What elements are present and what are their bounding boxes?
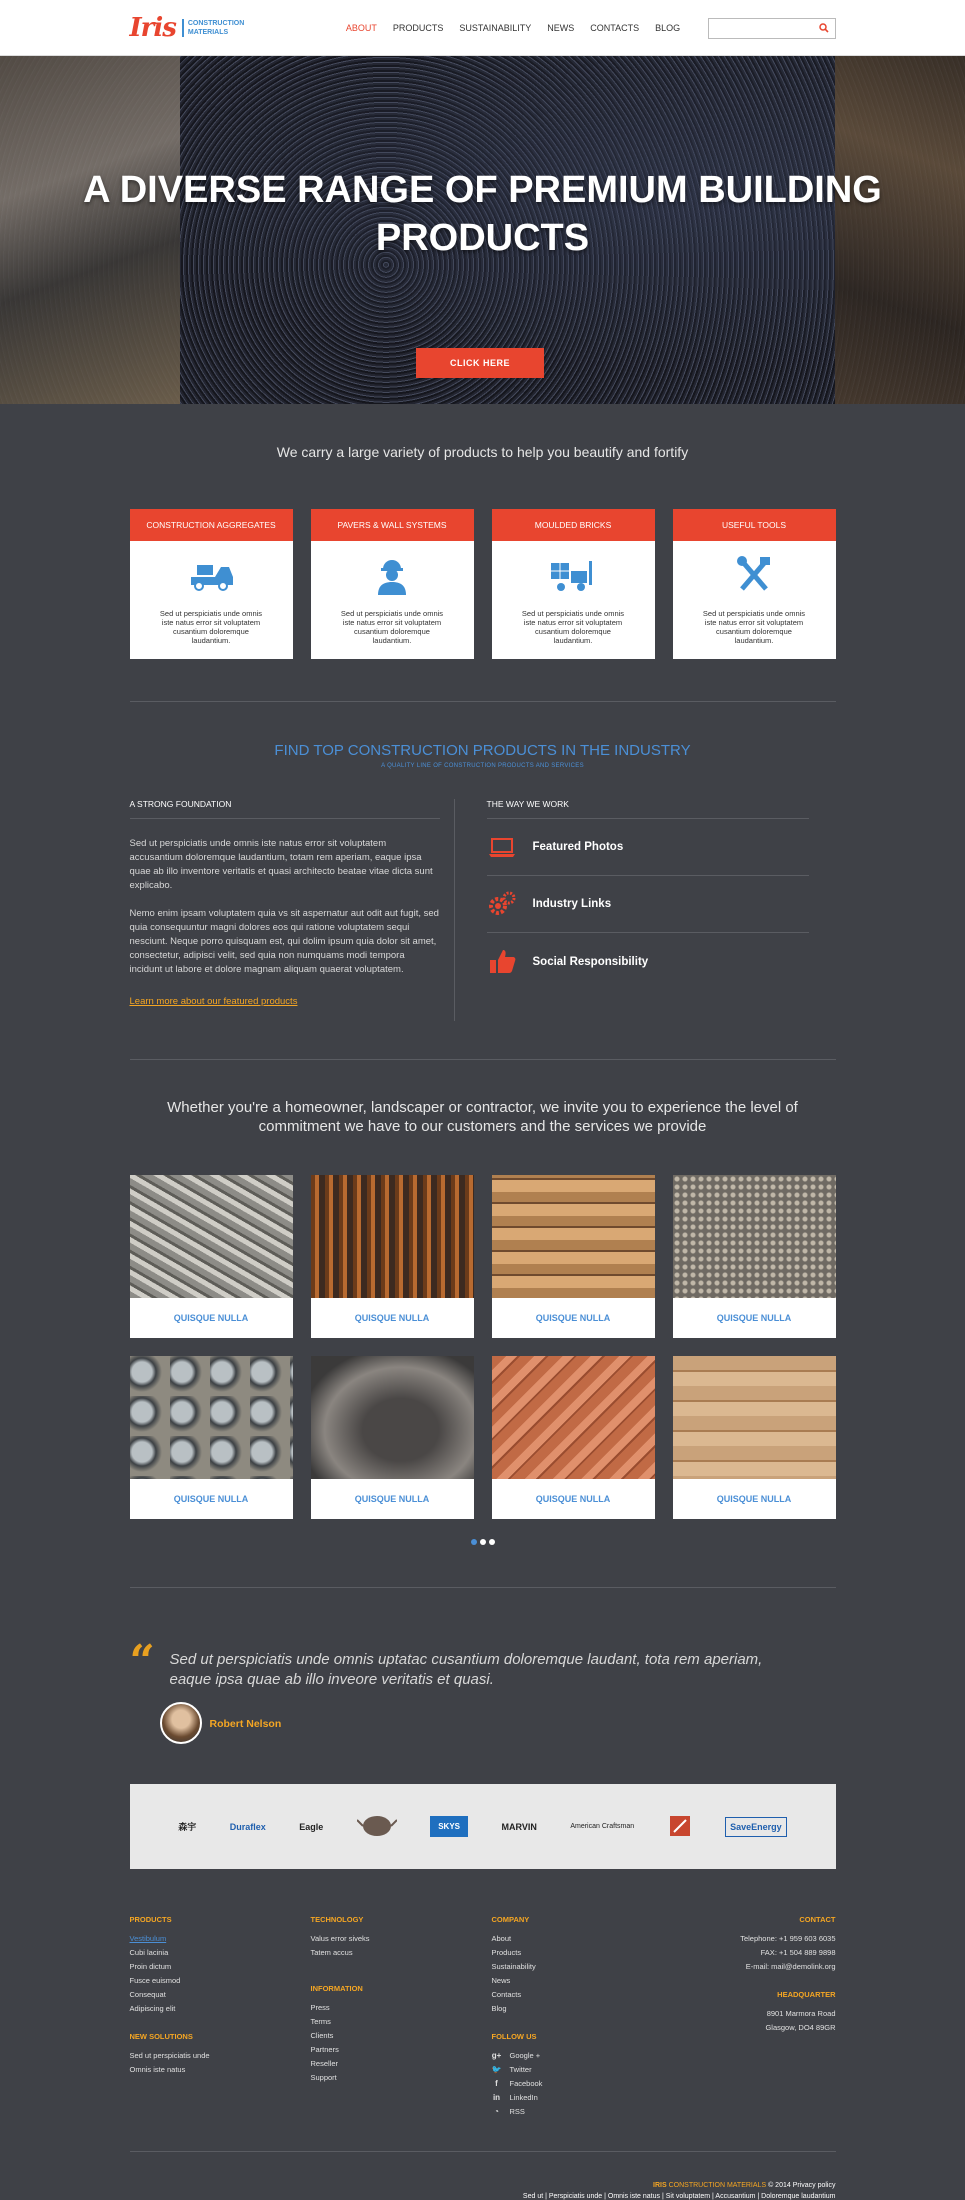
service-card[interactable] (673, 509, 836, 659)
product-label[interactable]: QUISQUE NULLA (173, 1313, 249, 1323)
product-image (130, 1175, 293, 1298)
carousel-dot[interactable] (480, 1539, 486, 1545)
footer-link[interactable]: Vestibulum (129, 1934, 167, 1943)
footer-link[interactable]: Sed ut perspiciatis unde (129, 2051, 210, 2060)
footer-bottom-links[interactable]: Sed ut | Perspiciatis unde | Omnis iste natus | Sit voluptatem | Accusantium | Doloremque laudantium (522, 2193, 836, 2200)
product-label[interactable]: QUISQUE NULLA (716, 1494, 792, 1504)
card-text: Sed ut perspiciatis unde omnis iste natus error sit voluptatem cusantium doloremque laudantium. (340, 609, 444, 645)
footer-link[interactable]: Clients (310, 2031, 334, 2040)
nav-about[interactable]: ABOUT (345, 23, 377, 33)
logo[interactable] (129, 13, 245, 43)
product-grid (130, 1175, 836, 1519)
avatar (160, 1702, 202, 1744)
product-image (492, 1175, 655, 1298)
way-item-industry-links[interactable]: Industry Links (487, 876, 809, 933)
site-header (0, 0, 965, 56)
service-card[interactable] (492, 509, 655, 659)
laptop-icon (487, 832, 517, 862)
partner-logo[interactable]: Duraflex (229, 1821, 266, 1832)
product-card[interactable] (492, 1175, 655, 1338)
product-label[interactable]: QUISQUE NULLA (354, 1313, 430, 1323)
site-footer (130, 1915, 836, 2139)
social-google[interactable]: g+ Google + (491, 2051, 541, 2060)
quote-author: Robert Nelson (209, 1718, 282, 1730)
truck-icon (187, 555, 235, 595)
carousel-dots (130, 1539, 836, 1545)
product-label[interactable]: QUISQUE NULLA (716, 1313, 792, 1323)
hero-title: A DIVERSE RANGE OF PREMIUM BUILDING PRODUCTS (83, 169, 882, 259)
footer-link[interactable]: Contacts (491, 1990, 522, 1999)
tools-icon (730, 555, 778, 595)
footer-link[interactable]: Adipiscing elit (129, 2004, 176, 2013)
search-icon[interactable] (819, 23, 829, 33)
footer-link[interactable]: Sustainability (491, 1962, 536, 1971)
footer-link[interactable]: News (491, 1976, 511, 1985)
card-title: PAVERS & WALL SYSTEMS (311, 509, 474, 541)
footer-link[interactable]: Terms (310, 2017, 331, 2026)
way-heading: THE WAY WE WORK (486, 799, 569, 809)
thumbs-up-icon (487, 947, 517, 977)
product-label[interactable]: QUISQUE NULLA (535, 1494, 611, 1504)
social-facebook[interactable]: f Facebook (492, 2079, 673, 2088)
foundation-heading: A STRONG FOUNDATION (129, 799, 232, 809)
nav-news[interactable]: NEWS (547, 23, 575, 33)
partner-logo[interactable] (357, 1814, 397, 1840)
product-label[interactable]: QUISQUE NULLA (173, 1494, 249, 1504)
main-nav (346, 23, 680, 33)
invite-text: Whether you're a homeowner, landscaper or contractor, we invite you to experience the level of commitment we have to our customers and the services we provide (167, 1099, 798, 1135)
card-text: Sed ut perspiciatis unde omnis iste natus error sit voluptatem cusantium doloremque laudantium. (702, 609, 806, 645)
product-card[interactable] (311, 1175, 474, 1338)
badge-icon (668, 1814, 692, 1838)
footer-link[interactable]: Omnis iste natus (129, 2065, 186, 2074)
partner-logo[interactable]: 森宇 (178, 1822, 197, 1832)
footer-link[interactable]: Cubi lacinia (129, 1948, 169, 1957)
product-label[interactable]: QUISQUE NULLA (535, 1313, 611, 1323)
divider (130, 1587, 836, 1588)
quote-text: Sed ut perspiciatis unde omnis uptatac cusantium doloremque laudant, tota rem aperiam, eaque ipsa quae ab illo inveore veritatis et quasi. (169, 1651, 763, 1688)
footer-link[interactable]: About (491, 1934, 512, 1943)
service-card[interactable] (311, 509, 474, 659)
worker-icon (368, 555, 416, 595)
address-line: 8901 Marmora Road (766, 2009, 836, 2018)
facebook-icon: f (495, 2079, 498, 2088)
logo-word: Iris (129, 13, 176, 43)
logo-subtitle: CONSTRUCTION MATERIALS (182, 19, 242, 37)
linkedin-icon: in (492, 2093, 501, 2102)
rss-icon: ◔ (494, 2107, 499, 2116)
copyright: IRIS CONSTRUCTION MATERIALS © 2014 Privacy policy (653, 2182, 836, 2189)
foundation-paragraph: Sed ut perspiciatis unde omnis iste natus error sit voluptatem accusantium doloremque laudantium, totam rem aperiam, eaque ipsa quae ab illo inventore veritatis et quasi architecto beatae vitae dicta sunt explicabo. (129, 838, 433, 891)
card-text: Sed ut perspiciatis unde omnis iste natus error sit voluptatem cusantium doloremque laudantium. (521, 609, 625, 645)
testimonial (130, 1614, 836, 1764)
carousel-dot[interactable] (471, 1539, 477, 1545)
partner-logos (130, 1784, 836, 1869)
footer-link[interactable]: Tatem accus (310, 1948, 353, 1957)
way-we-work-section (487, 799, 809, 1021)
footer-link[interactable]: Fusce euismod (129, 1976, 181, 1985)
card-title: CONSTRUCTION AGGREGATES (130, 509, 293, 541)
find-subtitle: A QUALITY LINE OF CONSTRUCTION PRODUCTS AND SERVICES (381, 763, 584, 769)
footer-link[interactable]: Proin dictum (129, 1962, 172, 1971)
card-text: Sed ut perspiciatis unde omnis iste natus error sit voluptatem cusantium doloremque laudantium. (159, 609, 263, 645)
social-twitter[interactable]: 🐦 Twitter (491, 2065, 532, 2074)
gears-icon (487, 889, 517, 919)
card-title: MOULDED BRICKS (492, 509, 655, 541)
footer-col-technology: TECHNOLOGY Valus error siveks Tatem accus INFORMATION Press Terms Clients Partners Reseller Support (311, 1915, 492, 2139)
nav-sustainability[interactable]: SUSTAINABILITY (459, 23, 532, 33)
product-card[interactable] (492, 1356, 655, 1519)
product-image (673, 1356, 836, 1479)
way-item-featured-photos[interactable]: Featured Photos (487, 819, 809, 876)
footer-link[interactable]: Products (491, 1948, 522, 1957)
product-card[interactable] (130, 1175, 293, 1338)
column-divider (454, 799, 455, 1021)
service-card[interactable] (130, 509, 293, 659)
social-linkedin[interactable]: in LinkedIn (492, 2093, 538, 2102)
social-rss[interactable]: ◔ RSS (492, 2107, 673, 2116)
quote-icon: “ (129, 1636, 155, 1687)
twitter-icon: 🐦 (491, 2065, 502, 2074)
product-card[interactable] (311, 1356, 474, 1519)
nav-contacts[interactable]: CONTACTS (590, 23, 640, 33)
divider (130, 2151, 836, 2152)
partner-logo[interactable] (668, 1814, 692, 1840)
product-label[interactable]: QUISQUE NULLA (354, 1494, 430, 1504)
product-image (492, 1356, 655, 1479)
intro-text: We carry a large variety of products to help you beautify and fortify (276, 444, 689, 460)
partner-logo[interactable]: Eagle (299, 1821, 324, 1832)
contact-telephone: Telephone: +1 959 603 6035 (740, 1934, 836, 1943)
foundation-section (130, 799, 450, 1021)
nav-blog[interactable]: BLOG (655, 23, 681, 33)
product-card[interactable] (673, 1356, 836, 1519)
footer-link[interactable]: Blog (491, 2004, 507, 2013)
footer-link[interactable]: Valus error siveks (310, 1934, 370, 1943)
hero-banner (0, 56, 965, 404)
contact-fax: FAX: +1 504 889 9898 (760, 1948, 836, 1957)
product-image (673, 1175, 836, 1298)
search-input[interactable] (719, 20, 819, 37)
divider (130, 701, 836, 702)
card-title: USEFUL TOOLS (673, 509, 836, 541)
nav-products[interactable]: PRODUCTS (392, 23, 444, 33)
footer-link[interactable]: Reseller (310, 2059, 339, 2068)
product-card[interactable] (130, 1356, 293, 1519)
footer-col-company: COMPANY About Products Sustainability News Contacts Blog FOLLOW US g+ Google + 🐦 Twitter f Facebook in LinkedIn ◔ RSS (492, 1915, 673, 2139)
footer-link[interactable]: Press (310, 2003, 330, 2012)
google-plus-icon: g+ (491, 2051, 502, 2060)
footer-link[interactable]: Support (310, 2073, 337, 2082)
click-here-button[interactable]: CLICK HERE (416, 348, 544, 378)
product-image (311, 1175, 474, 1298)
partner-logo[interactable]: SaveEnergy (725, 1817, 787, 1837)
service-cards (130, 509, 836, 659)
foundation-paragraph: Nemo enim ipsam voluptatem quia vs sit aspernatur aut odit aut fugit, sed quia consequuntur magni dolores eos qui ratione voluptatem sequi nesciunt. Neque porro quisquam est, qui dolim ipsum quia dolor sit amet, consectetur, adipisci velit, sed quia non numquams modi tempora incidunt ut labore et dolore magnam aliquam quaerat voluptatem. (129, 908, 439, 975)
footer-link[interactable]: Partners (310, 2045, 339, 2054)
featured-products-link[interactable]: Learn more about our featured products (129, 996, 298, 1007)
partner-logo[interactable]: MARVIN (501, 1821, 537, 1832)
address-line: Glasgow, DO4 89GR (765, 2023, 836, 2032)
product-card[interactable] (673, 1175, 836, 1338)
forklift-icon (549, 555, 597, 595)
way-item-social-responsibility[interactable]: Social Responsibility (487, 933, 809, 990)
product-image (311, 1356, 474, 1479)
find-title: FIND TOP CONSTRUCTION PRODUCTS IN THE INDUSTRY (274, 742, 691, 759)
footer-col-products: PRODUCTS Vestibulum Cubi lacinia Proin dictum Fusce euismod Consequat Adipiscing elit NEW SOLUTIONS Sed ut perspiciatis unde Omnis iste natus (130, 1915, 311, 2139)
footer-link[interactable]: Consequat (129, 1990, 166, 1999)
search-box (708, 18, 836, 39)
partner-logo[interactable]: American Craftsman (570, 1823, 635, 1830)
product-image (130, 1356, 293, 1479)
contact-email[interactable]: E-mail: mail@demolink.org (745, 1962, 836, 1971)
crest-icon (357, 1814, 397, 1838)
carousel-dot[interactable] (489, 1539, 495, 1545)
footer-col-contact: CONTACT Telephone: +1 959 603 6035 FAX: +1 504 889 9898 E-mail: mail@demolink.org HEADQUARTER 8901 Marmora Road Glasgow, DO4 89GR (673, 1915, 836, 2139)
partner-logo[interactable]: SKYS (430, 1816, 468, 1837)
